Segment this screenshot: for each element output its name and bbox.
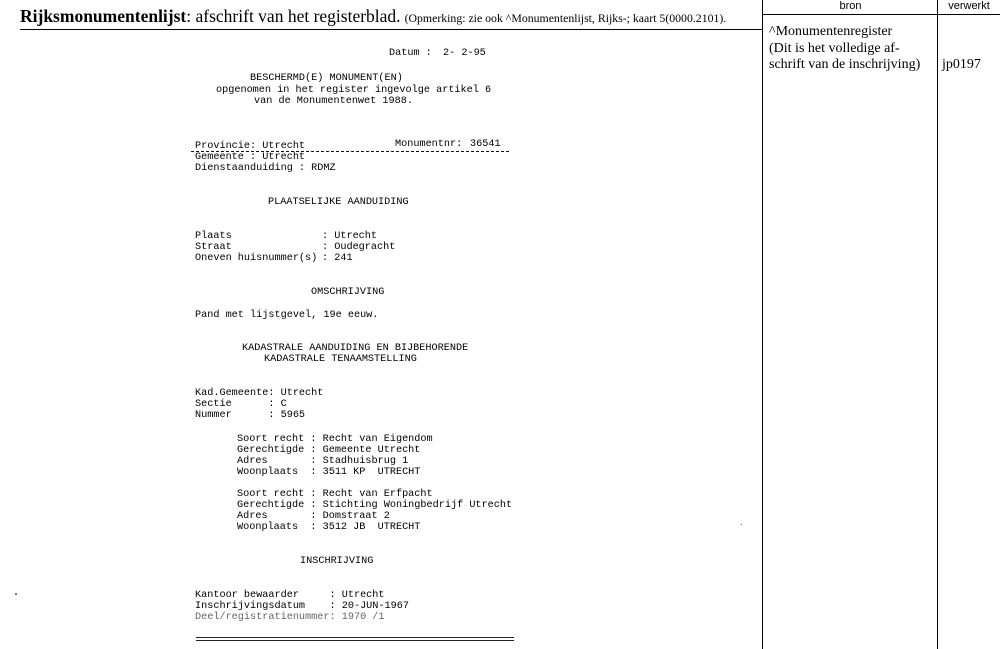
scan-speck	[741, 524, 742, 525]
datum-label: Datum :	[389, 48, 432, 59]
owner-1-line: Soort recht : Recht van Eigendom	[237, 434, 433, 445]
title-rest: : afschrift van het registerblad.	[186, 6, 401, 26]
kad-gemeente: Kad.Gemeente: Utrecht	[195, 388, 324, 399]
heading-line-3: van de Monumentenwet 1988.	[254, 96, 413, 107]
kantoor-bewaarder: Kantoor bewaarder : Utrecht	[195, 590, 385, 601]
section-inschrijving: INSCHRIJVING	[300, 556, 374, 567]
heading-line-2: opgenomen in het register ingevolge artikel 6	[216, 85, 492, 96]
monumentnr-label: Monumentnr:	[395, 139, 463, 150]
bron-cell	[769, 24, 939, 74]
straat-label: Straat	[195, 242, 232, 253]
dienstaanduiding: Dienstaanduiding : RDMZ	[195, 163, 336, 174]
section-kadastrale-1: KADASTRALE AANDUIDING EN BIJBEHORENDE	[242, 343, 469, 354]
bron-line: schrift van de inschrijving)	[769, 57, 921, 72]
owner-2-line: Gerechtigde : Stichting Woningbedrijf Utrecht	[237, 500, 513, 511]
datum-value: 2- 2-95	[443, 48, 486, 59]
section-kadastrale-2: KADASTRALE TENAAMSTELLING	[264, 354, 417, 365]
scan-speck	[15, 593, 17, 595]
verwerkt-cell: jp0197	[942, 57, 981, 72]
owner-1-line: Gerechtigde : Gemeente Utrecht	[237, 445, 421, 456]
double-rule-bottom	[196, 640, 514, 641]
bron-line: (Dit is het volledige af-	[769, 40, 900, 56]
heading-line-1: BESCHERMD(E) MONUMENT(EN)	[250, 73, 403, 84]
table-header-rule	[762, 14, 1000, 15]
plaats-value: : Utrecht	[322, 231, 378, 242]
plaats-label: Plaats	[195, 231, 232, 242]
owner-1-line: Adres : Stadhuisbrug 1	[237, 456, 409, 467]
column-header-verwerkt: verwerkt	[948, 0, 990, 12]
sectie: Sectie : C	[195, 399, 287, 410]
section-omschrijving: OMSCHRIJVING	[311, 287, 385, 298]
deel-registratienummer: Deel/registratienummer: 1970 /1	[195, 612, 385, 623]
title-bold: Rijksmonumentenlijst	[20, 6, 187, 26]
table-divider-left	[762, 0, 763, 649]
huisnummer-value: : 241	[322, 253, 353, 264]
double-rule-top	[196, 637, 514, 638]
owner-2-line: Adres : Domstraat 2	[237, 511, 390, 522]
page-header	[20, 6, 760, 27]
provincie: Provincie: Utrecht	[195, 141, 306, 152]
owner-2-line: Woonplaats : 3512 JB UTRECHT	[237, 522, 421, 533]
gemeente: Gemeente : Utrecht	[195, 152, 306, 163]
straat-value: : Oudegracht	[322, 242, 396, 253]
table-divider-mid	[937, 0, 938, 649]
header-note: (Opmerking: zie ook ^Monumentenlijst, Rijks-; kaart 5(0000.2101).	[404, 11, 727, 25]
omschrijving: Pand met lijstgevel, 19e eeuw.	[195, 310, 379, 321]
owner-1-line: Woonplaats : 3511 KP UTRECHT	[237, 467, 421, 478]
huisnummer-label: Oneven huisnummer(s)	[195, 253, 318, 264]
bron-line: ^Monumentenregister	[769, 24, 893, 39]
inschrijvingsdatum: Inschrijvingsdatum : 20-JUN-1967	[195, 601, 409, 612]
owner-2-line: Soort recht : Recht van Erfpacht	[237, 489, 433, 500]
nummer: Nummer : 5965	[195, 410, 306, 421]
monumentnr-value: 36541	[470, 139, 501, 150]
column-header-bron: bron	[839, 0, 862, 12]
section-plaatselijke: PLAATSELIJKE AANDUIDING	[268, 197, 409, 208]
scanned-document	[0, 30, 760, 649]
